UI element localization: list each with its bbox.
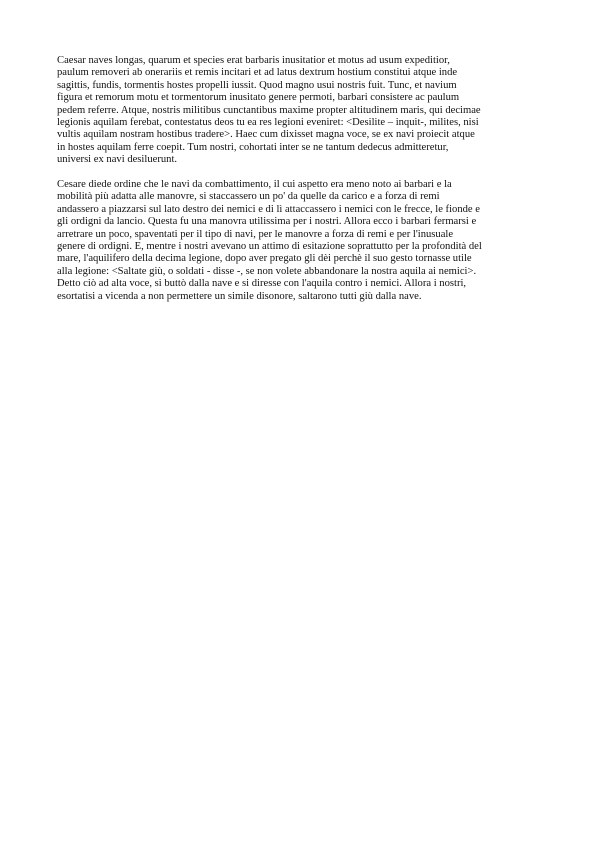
text-line: genere di ordigni. E, mentre i nostri avevano un attimo di esitazione soprattutto per la profondità del [57, 241, 482, 253]
text-line: pedem referre. Atque, nostris militibus cunctantibus maxime propter altitudinem maris, qui decimae [57, 104, 481, 116]
text-line: esortatisi a vicenda a non permettere un simile disonore, saltarono tutti giù dalla nave. [57, 290, 422, 302]
text-line: Cesare diede ordine che le navi da combattimento, il cui aspetto era meno noto ai barbari e la [57, 179, 452, 191]
italian-paragraph [57, 179, 543, 303]
text-line: in hostes aquilam ferre coepit. Tum nostri, cohortati inter se ne tantum dedecus admitteretur, [57, 141, 449, 153]
text-line: paulum removeri ab onerariis et remis incitari et ad latus dextrum hostium constitui atque inde [57, 67, 458, 79]
text-line: vultis aquilam nostram hostibus tradere>. Haec cum dixisset magna voce, se ex navi proiecit atque [57, 129, 475, 141]
text-line: sagittis, fundis, tormentis hostes propelli iussit. Quod magno usui nostris fuit. Tunc, et navium [57, 79, 457, 91]
text-line: Caesar naves longas, quarum et species erat barbaris inusitatior et motus ad usum expeditior, [57, 55, 450, 66]
document-body [57, 55, 543, 303]
text-line: gli ordigni da lancio. Questa fu una manovra utilissima per i nostri. Allora ecco i barbari fermarsi e [57, 216, 477, 228]
text-line: mobilità più adatta alle manovre, si staccassero un po' da quelle da carico e a forza di remi [57, 191, 440, 203]
text-line: mare, l'aquilifero della decima legione, dopo aver pregato gli dèi perchè il suo gesto tornasse utile [57, 253, 472, 265]
text-line: figura et remorum motu et tormentorum inusitato genere permoti, barbari consistere ac paulum [57, 92, 460, 104]
latin-paragraph [57, 55, 543, 167]
text-line: andassero a piazzarsi sul lato destro dei nemici e di lì attaccassero i nemici con le frecce, le fionde e [57, 203, 480, 215]
text-line: arretrare un poco, spaventati per il tipo di navi, per le manovre a forza di remi e per l'inusuale [57, 228, 454, 240]
text-line: Detto ciò ad alta voce, si buttò dalla nave e si diresse con l'aquila contro i nemici. Allora i nostri, [57, 278, 467, 290]
text-line: legionis aquilam ferebat, contestatus deos tu ea res legioni eveniret: <Desilite – inquit-, milites, nisi [57, 117, 479, 129]
text-line: alla legione: <Saltate giù, o soldati - disse -, se non volete abbandonare la nostra aquila ai nemici>. [57, 265, 477, 277]
text-line: universi ex navi desiluerunt. [57, 154, 178, 166]
